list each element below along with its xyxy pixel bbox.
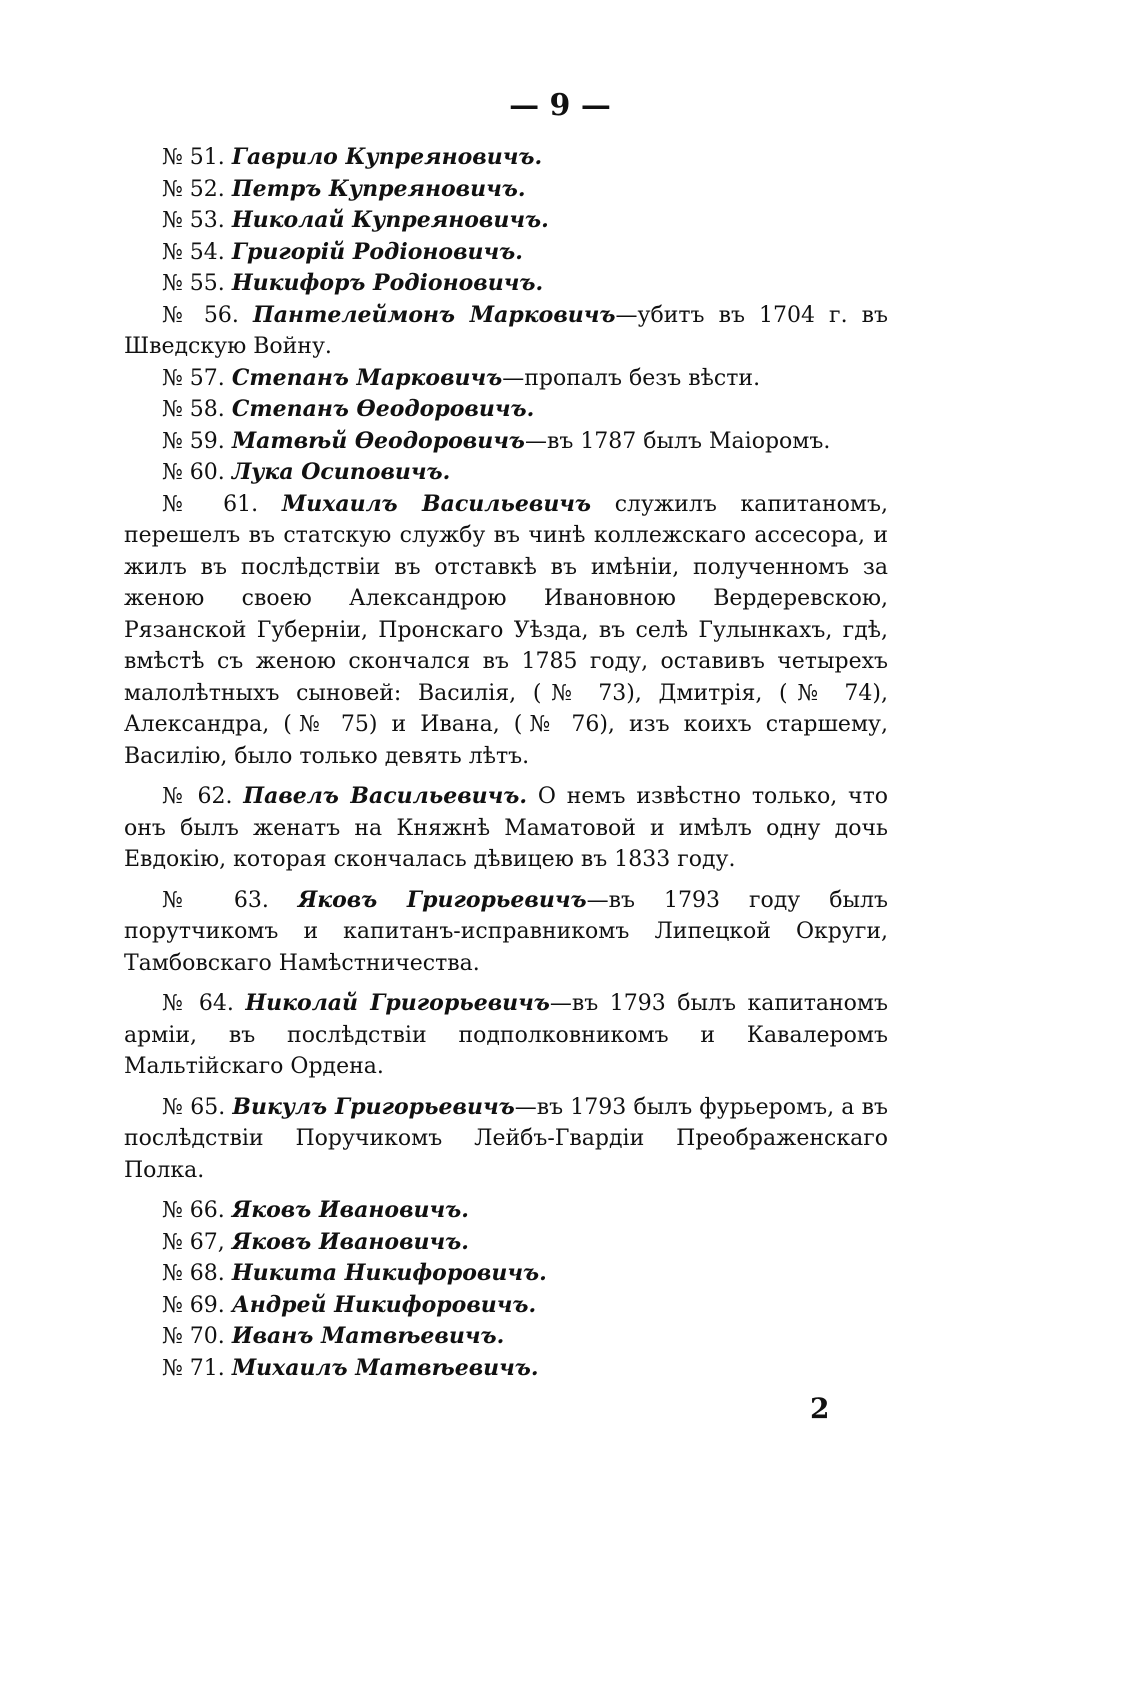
person-name: Яковъ Григорьевичъ xyxy=(297,886,587,913)
entry-text: —въ 1793 былъ капитаномъ арміи, въ послѣдствіи подполковникомъ и Кавалеромъ Мальтійскаго Ордена. xyxy=(124,991,888,1079)
entry-70 xyxy=(124,1321,888,1353)
entry-text: —въ 1793 году былъ порутчикомъ и капитанъ-исправникомъ Липецкой Округи, Тамбовскаго Намѣстничества. xyxy=(124,887,888,976)
entry-52 xyxy=(124,174,888,206)
entry-number: № 69. xyxy=(162,1292,225,1318)
person-name: Пантелеймонъ Марковичъ xyxy=(252,301,616,328)
entry-number: № 71. xyxy=(162,1355,225,1381)
entry-53 xyxy=(124,205,888,237)
entry-number: № 67, xyxy=(162,1229,225,1255)
person-name: Михаилъ Васильевичъ xyxy=(281,490,592,517)
entry-66 xyxy=(124,1195,888,1227)
entry-56 xyxy=(124,300,888,363)
person-name: Яковъ Ивановичъ. xyxy=(231,1228,469,1255)
entry-number: № 55. xyxy=(162,271,225,296)
entry-55 xyxy=(124,268,888,300)
entry-58 xyxy=(124,394,888,426)
entry-number: № 52. xyxy=(162,176,225,202)
person-name: Павелъ Васильевичъ. xyxy=(243,783,528,809)
person-name: Никифоръ Родіоновичъ. xyxy=(231,270,544,296)
entry-number: № 61. xyxy=(162,491,259,517)
entry-text: О немъ извѣстно только, что онъ былъ женатъ на Княжнѣ Маматовой и имѣлъ одну дочь Евдокію, которая скончалась дѣвицею въ 1833 году. xyxy=(124,784,888,872)
entry-68 xyxy=(124,1258,888,1290)
person-name: Матвѣй Ѳеодоровичъ xyxy=(231,427,525,454)
entry-number: № 66. xyxy=(162,1198,225,1223)
entry-number: № 51. xyxy=(162,145,225,170)
entry-number: № 59. xyxy=(162,428,225,454)
entry-65 xyxy=(124,1092,888,1187)
entry-69 xyxy=(124,1290,888,1322)
entry-number: № 62. xyxy=(162,784,233,809)
entry-number: № 60. xyxy=(162,460,225,485)
person-name: Лука Осиповичъ. xyxy=(231,459,451,485)
entry-number: № 53. xyxy=(162,208,225,233)
entry-number: № 56. xyxy=(162,302,239,328)
entry-54 xyxy=(124,237,888,269)
person-name: Яковъ Ивановичъ. xyxy=(231,1197,469,1223)
person-name: Николай Купреяновичъ. xyxy=(231,207,549,233)
entry-63 xyxy=(124,885,888,980)
entry-text: —убитъ въ 1704 г. въ Шведскую Войну. xyxy=(124,302,888,359)
entry-64 xyxy=(124,988,888,1083)
entry-59 xyxy=(124,426,888,458)
entry-number: № 57. xyxy=(162,365,225,391)
entry-number: № 65. xyxy=(162,1094,226,1120)
person-name: Андрей Никифоровичъ. xyxy=(231,1291,537,1318)
entry-number: № 63. xyxy=(162,887,269,913)
entry-61 xyxy=(124,489,888,773)
entry-number: № 58. xyxy=(162,397,225,422)
person-name: Никита Никифоровичъ. xyxy=(231,1260,547,1286)
person-name: Степанъ Ѳеодоровичъ. xyxy=(231,396,535,422)
person-name: Викулъ Григорьевичъ xyxy=(232,1093,515,1120)
entry-text: —пропалъ безъ вѣсти. xyxy=(502,365,761,391)
signature-mark: 2 xyxy=(810,1392,830,1425)
entry-62 xyxy=(124,781,888,876)
entry-list xyxy=(124,142,888,1384)
person-name: Михаилъ Матвѣевичъ. xyxy=(231,1354,539,1381)
entry-text: —въ 1793 былъ фурьеромъ, а въ послѣдствіи Поручикомъ Лейбъ-Гвардіи Преображенскаго Полка. xyxy=(124,1094,888,1183)
entry-number: № 64. xyxy=(162,991,234,1016)
entry-51 xyxy=(124,142,888,174)
person-name: Петръ Купреяновичъ. xyxy=(231,175,526,202)
entry-67 xyxy=(124,1227,888,1259)
person-name: Гаврило Купреяновичъ. xyxy=(231,144,543,170)
entry-57 xyxy=(124,363,888,395)
person-name: Григорій Родіоновичъ. xyxy=(231,238,523,265)
entry-71 xyxy=(124,1353,888,1385)
page-number: — 9 — xyxy=(509,88,611,123)
person-name: Иванъ Матвѣевичъ. xyxy=(231,1323,505,1349)
person-name: Степанъ Марковичъ xyxy=(231,364,503,391)
entry-text: —въ 1787 былъ Маіоромъ. xyxy=(524,428,831,454)
entry-number: № 54. xyxy=(162,239,225,265)
person-name: Николай Григорьевичъ xyxy=(245,990,550,1016)
entry-number: № 70. xyxy=(162,1324,225,1349)
entry-text: служилъ капитаномъ, перешелъ въ статскую службу въ чинѣ коллежскаго ассесора, и жилъ въ послѣдствіи въ отставкѣ въ имѣніи, полученномъ за женою своею Александрою Ивановною Вердеревскою, Рязанской Губерніи, Пронскаго Уѣзда, въ селѣ Гулынкахъ, гдѣ, вмѣстѣ съ женою скончался въ 1785 году, оставивъ четырехъ малолѣтныхъ сыновей: Василія, (№ 73), Дмитрія, (№ 74), Александра, (№ 75) и Ивана, (№ 76), изъ коихъ старшему, Василію, было только девять лѣтъ. xyxy=(124,491,888,769)
entry-number: № 68. xyxy=(162,1261,225,1286)
entry-60 xyxy=(124,457,888,489)
